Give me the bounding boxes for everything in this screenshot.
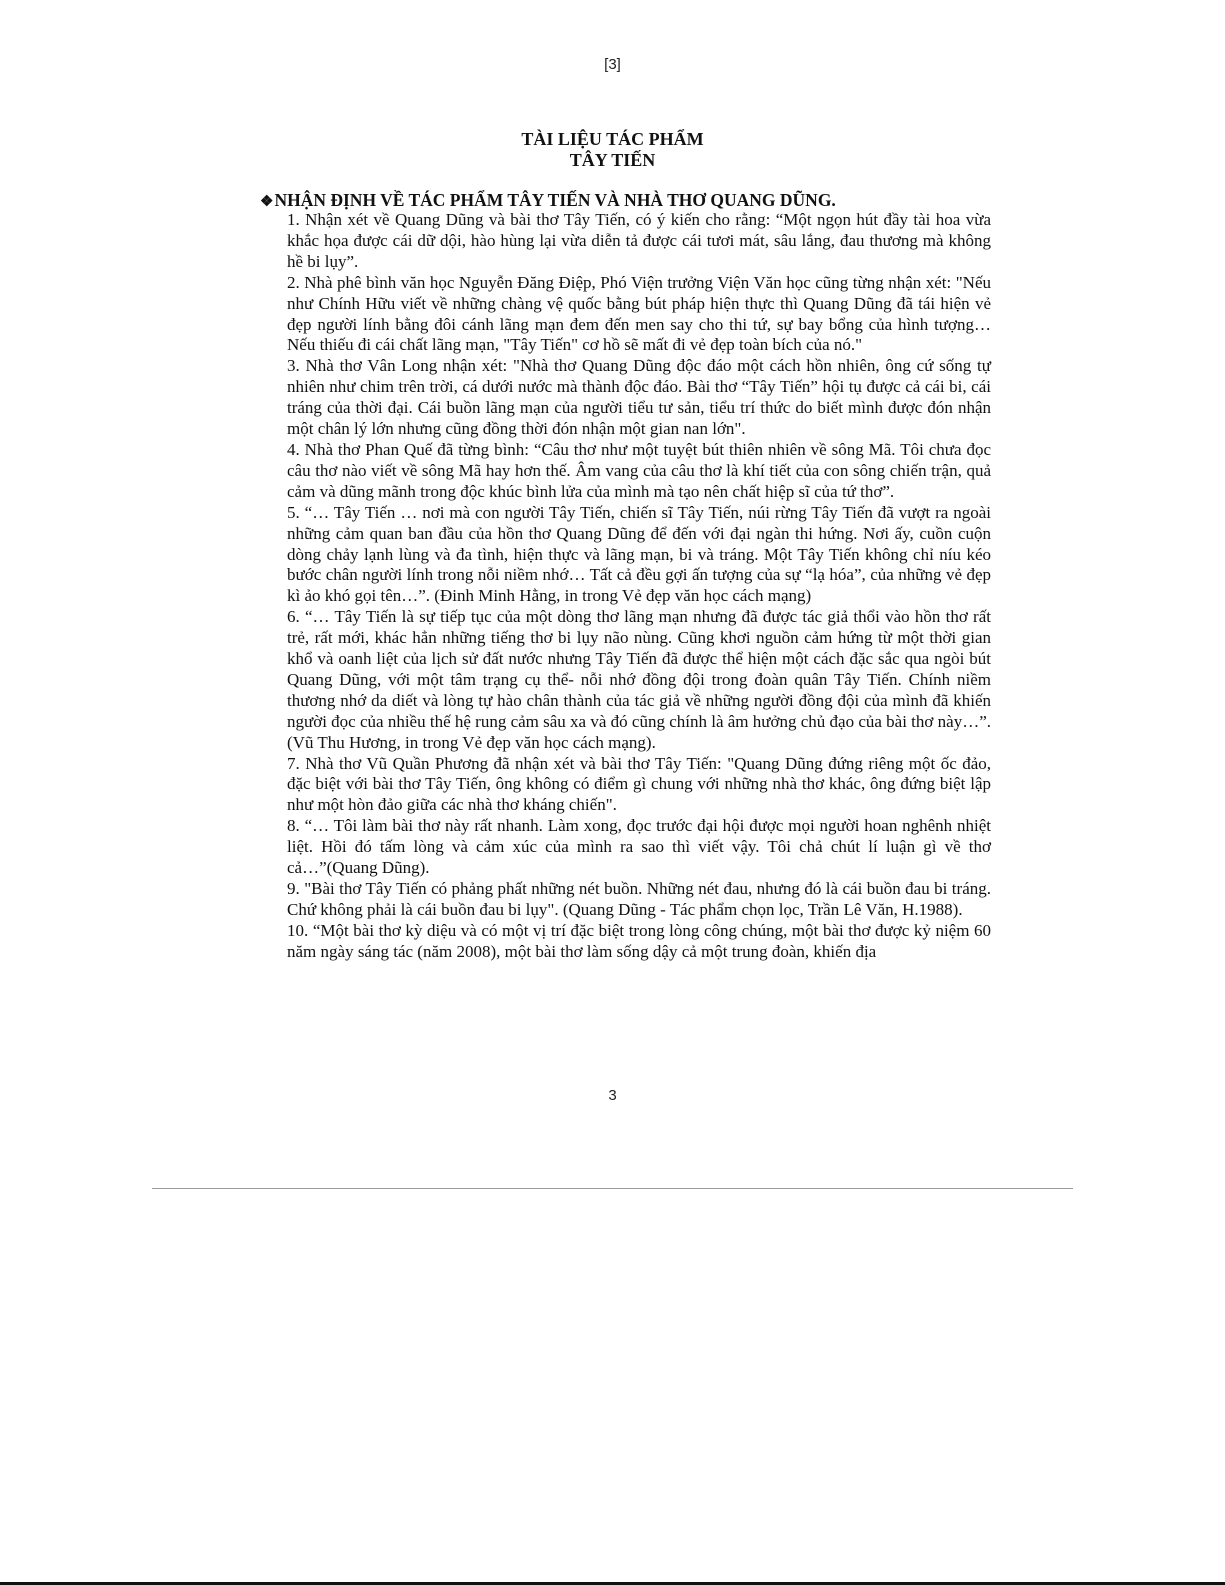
paragraph-3: 3. Nhà thơ Vân Long nhận xét: "Nhà thơ Quang Dũng độc đáo một cách hồn nhiên, ông cứ sống tự nhiên như chim trên trời, cá dưới nước mà thành độc đáo. Bài thơ “Tây Tiến” hội tụ được cả cái bi, cái tráng của thời đại. Cái buồn lãng mạn của người tiểu tư sản, tiểu trí thức do biết mình được đón nhận một chân lý lớn nhưng cũng đồng thời đón nhận một gian nan lớn". [287, 356, 991, 439]
page-number: 3 [608, 1087, 617, 1104]
page-marker: [3] [604, 56, 621, 73]
paragraph-7: 7. Nhà thơ Vũ Quần Phương đã nhận xét và bài thơ Tây Tiến: "Quang Dũng đứng riêng một ốc đảo, đặc biệt với bài thơ Tây Tiến, ông không có điểm gì chung với những nhà thơ khác, ông đứng biệt lập như một hòn đảo giữa các nhà thơ kháng chiến". [287, 753, 991, 815]
paragraph-9: 9. "Bài thơ Tây Tiến có phảng phất những nét buồn. Những nét đau, nhưng đó là cái buồn đau bi tráng. Chứ không phải là cái buồn đau bi lụy". (Quang Dũng - Tác phẩm chọn lọc, Trần Lê Văn, H.1988). [287, 879, 991, 919]
paragraph-2: 2. Nhà phê bình văn học Nguyễn Đăng Điệp, Phó Viện trưởng Viện Văn học cũng từng nhận xét: "Nếu như Chính Hữu viết về những chàng vệ quốc bằng bút pháp hiện thực thì Quang Dũng đã tái hiện vẻ đẹp người lính bằng đôi cánh lãng mạn đem đến men say cho thi tứ, sự bay bổng của hình tượng… Nếu thiếu đi cái chất lãng mạn, "Tây Tiến" cơ hồ sẽ mất đi vẻ đẹp toàn bích của nó." [287, 272, 991, 355]
section-heading-text: NHẬN ĐỊNH VỀ TÁC PHẨM TÂY TIẾN VÀ NHÀ THƠ QUANG DŨNG. [274, 190, 836, 210]
section-heading [260, 190, 836, 212]
paragraph-5: 5. “… Tây Tiến … nơi mà con người Tây Tiến, chiến sĩ Tây Tiến, núi rừng Tây Tiến đã vượt ra ngoài những cảm quan ban đầu của hồn thơ Quang Dũng để đến với đại ngàn thi hứng. Nơi ấy, cuồn cuộn dòng chảy lạnh lùng và đa tình, hiện thực và lãng mạn, bi và tráng. Một Tây Tiến không chỉ níu kéo bước chân người lính trong nỗi niềm nhớ… Tất cả đều gợi ấn tượng của sự “lạ hóa”, của những vẻ đẹp kì ảo khó gọi tên…”. (Đinh Minh Hằng, in trong Vẻ đẹp văn học cách mạng) [287, 502, 991, 606]
document-title [0, 129, 1225, 171]
diamond-bullet-icon: ❖ [260, 194, 274, 210]
page-divider [152, 1188, 1073, 1189]
title-line-1: TÀI LIỆU TÁC PHẨM [521, 129, 704, 149]
paragraph-4: 4. Nhà thơ Phan Quế đã từng bình: “Câu thơ như một tuyệt bút thiên nhiên về sông Mã. Tôi chưa đọc câu thơ nào viết về sông Mã hay hơn thế. Âm vang của câu thơ là khí tiết của con sông chiến trận, quả cảm và dũng mãnh trong độc khúc bình lửa của mình mà tạo nên chất hiệp sĩ của tứ thơ”. [287, 439, 991, 501]
paragraph-6: 6. “… Tây Tiến là sự tiếp tục của một dòng thơ lãng mạn nhưng đã được tác giả thổi vào hồn thơ rất trẻ, rất mới, khác hẳn những tiếng thơ bi lụy não nùng. Cũng khơi nguồn cảm hứng từ một thời gian khổ và oanh liệt của lịch sử đất nước nhưng Tây Tiến đã được thể hiện một cách đặc sắc qua ngòi bút Quang Dũng, với một tâm trạng cụ thể- nỗi nhớ đồng đội trong đoàn quân Tây Tiến. Chính niềm thương nhớ da diết và lòng tự hào chân thành của tác giả về những người đồng đội của mình đã khiến người đọc của nhiều thế hệ rung cảm sâu xa và đó cũng chính là âm hưởng chủ đạo của bài thơ này…”. (Vũ Thu Hương, in trong Vẻ đẹp văn học cách mạng). [287, 607, 991, 752]
paragraph-1: 1. Nhận xét về Quang Dũng và bài thơ Tây Tiến, có ý kiến cho rằng: “Một ngọn hút đầy tài hoa vừa khắc họa được cái dữ dội, hào hùng lại vừa diễn tả được cái tươi mát, sâu lắng, đau thương mà không hề bi lụy”. [287, 210, 991, 271]
paragraph-8: 8. “… Tôi làm bài thơ này rất nhanh. Làm xong, đọc trước đại hội được mọi người hoan nghênh nhiệt liệt. Hồi đó tấm lòng và cảm xúc của mình ra sao thì viết vậy. Tôi chả chút lí luận gì về thơ cả…”(Quang Dũng). [287, 816, 991, 878]
title-line-2: TÂY TIẾN [569, 150, 656, 170]
body-text [287, 210, 991, 963]
paragraph-10: 10. “Một bài thơ kỳ diệu và có một vị trí đặc biệt trong lòng công chúng, một bài thơ được kỷ niệm 60 năm ngày sáng tác (năm 2008), một bài thơ làm sống dậy cả một trung đoàn, khiến địa [287, 920, 991, 961]
